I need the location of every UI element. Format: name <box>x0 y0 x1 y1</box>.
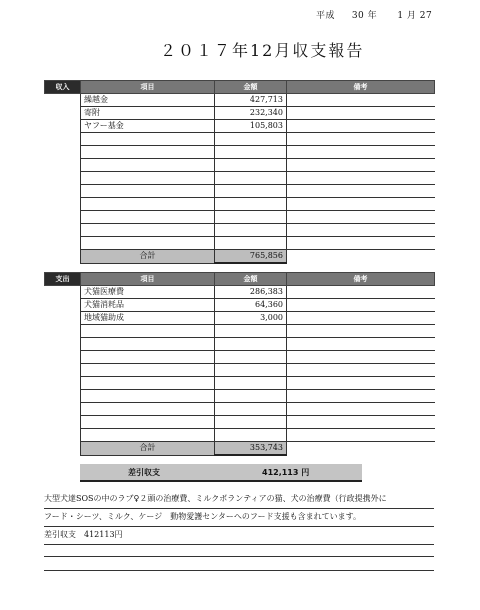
expense-row-remarks <box>287 312 435 325</box>
income-total-row <box>45 250 435 264</box>
note-line-1: 大型犬達SOSの中のラブ♀２頭の治療費、ミルクボランティアの猫、犬の治療費（行政提携外に <box>44 494 387 503</box>
income-row-remarks <box>287 224 435 237</box>
expense-row-amount <box>215 377 287 390</box>
expense-row-item <box>81 338 215 351</box>
income-row-remarks <box>287 133 435 146</box>
expense-row-remarks <box>287 364 435 377</box>
expense-row <box>45 351 435 364</box>
income-row-remarks <box>287 172 435 185</box>
income-row-spacer <box>45 185 81 198</box>
expense-row <box>45 390 435 403</box>
expense-row-item <box>81 351 215 364</box>
income-row-amount <box>215 211 287 224</box>
income-row-amount <box>215 133 287 146</box>
expense-row-item <box>81 429 215 442</box>
income-row-item: ヤフー基金 <box>81 120 215 133</box>
income-row-item <box>81 185 215 198</box>
expense-header-amount: 金額 <box>215 273 287 286</box>
income-row-remarks <box>287 237 435 250</box>
report-date <box>316 8 432 21</box>
expense-row-remarks <box>287 390 435 403</box>
income-row-item <box>81 172 215 185</box>
expense-row-spacer <box>45 390 81 403</box>
expense-row <box>45 403 435 416</box>
note-rule <box>44 556 434 557</box>
expense-row-amount: 64,360 <box>215 299 287 312</box>
expense-row-item <box>81 364 215 377</box>
expense-table <box>44 272 435 456</box>
expense-row <box>45 377 435 390</box>
expense-row-spacer <box>45 286 81 299</box>
expense-row-item <box>81 416 215 429</box>
income-row-remarks <box>287 120 435 133</box>
expense-row-amount <box>215 351 287 364</box>
income-row-item <box>81 159 215 172</box>
income-row-spacer <box>45 224 81 237</box>
income-row-remarks <box>287 159 435 172</box>
income-row <box>45 159 435 172</box>
expense-row <box>45 364 435 377</box>
income-row-remarks <box>287 185 435 198</box>
income-row-spacer <box>45 94 81 107</box>
expense-total-row <box>45 442 435 456</box>
income-row-amount <box>215 185 287 198</box>
expense-row-remarks <box>287 325 435 338</box>
note-rule <box>44 508 434 509</box>
income-row-amount: 105,803 <box>215 120 287 133</box>
note-rule <box>44 526 434 527</box>
expense-row <box>45 416 435 429</box>
expense-row <box>45 338 435 351</box>
income-row-item <box>81 198 215 211</box>
expense-row-item <box>81 377 215 390</box>
income-row-spacer <box>45 146 81 159</box>
expense-total-label: 合計 <box>81 442 215 456</box>
expense-header-item: 項目 <box>81 273 215 286</box>
expense-row-spacer <box>45 429 81 442</box>
expense-total-spacer <box>45 442 81 456</box>
income-row-remarks <box>287 198 435 211</box>
expense-row-item: 犬猫医療費 <box>81 286 215 299</box>
expense-row-spacer <box>45 416 81 429</box>
expense-total-remarks <box>287 442 435 456</box>
income-row <box>45 94 435 107</box>
income-row-amount <box>215 224 287 237</box>
expense-header-remarks: 備考 <box>287 273 435 286</box>
income-row <box>45 146 435 159</box>
expense-row-spacer <box>45 338 81 351</box>
expense-row-item <box>81 325 215 338</box>
income-section-label: 収入 <box>45 81 81 94</box>
income-row-spacer <box>45 237 81 250</box>
expense-row-spacer <box>45 364 81 377</box>
income-row-spacer <box>45 133 81 146</box>
income-row <box>45 107 435 120</box>
income-row-item <box>81 133 215 146</box>
expense-row <box>45 429 435 442</box>
balance-label: 差引収支 <box>128 468 160 477</box>
expense-row-item: 犬猫消耗品 <box>81 299 215 312</box>
note-line-2: フード・シーツ、ミルク、ケージ 動物愛護センターへのフード支援も含まれています。 <box>44 512 362 521</box>
expense-row-spacer <box>45 312 81 325</box>
income-row-item <box>81 237 215 250</box>
expense-row-spacer <box>45 351 81 364</box>
income-row <box>45 237 435 250</box>
expense-row-remarks <box>287 351 435 364</box>
income-row-remarks <box>287 146 435 159</box>
expense-row-amount <box>215 325 287 338</box>
income-total-remarks <box>287 250 435 264</box>
expense-row-amount <box>215 364 287 377</box>
income-table <box>44 80 435 264</box>
expense-row <box>45 299 435 312</box>
income-total-spacer <box>45 250 81 264</box>
income-row <box>45 133 435 146</box>
page-title: ２０１７年12月収支報告 <box>160 41 365 60</box>
income-row-item <box>81 211 215 224</box>
expense-row-remarks <box>287 377 435 390</box>
income-row <box>45 224 435 237</box>
expense-row-remarks <box>287 403 435 416</box>
expense-row <box>45 286 435 299</box>
expense-row-remarks <box>287 429 435 442</box>
income-header-amount: 金額 <box>215 81 287 94</box>
income-row <box>45 198 435 211</box>
expense-row-spacer <box>45 325 81 338</box>
income-row-item: 繰越金 <box>81 94 215 107</box>
income-row-spacer <box>45 107 81 120</box>
balance-value: 412,113 円 <box>262 468 310 477</box>
income-header-remarks: 備考 <box>287 81 435 94</box>
expense-row-amount <box>215 390 287 403</box>
income-total-amount: 765,856 <box>215 250 287 264</box>
expense-row-amount: 3,000 <box>215 312 287 325</box>
expense-row-spacer <box>45 377 81 390</box>
expense-row-spacer <box>45 299 81 312</box>
income-row-spacer <box>45 172 81 185</box>
income-row-item <box>81 224 215 237</box>
income-row-remarks <box>287 211 435 224</box>
note-line-3: 差引収支 412113円 <box>44 530 123 539</box>
income-row-spacer <box>45 198 81 211</box>
note-rule <box>44 570 434 571</box>
income-row-amount <box>215 198 287 211</box>
income-row-item: 寄附 <box>81 107 215 120</box>
date-month-day: 1 月 27 <box>397 11 433 21</box>
date-year: 30 年 <box>351 11 378 21</box>
income-row-amount <box>215 237 287 250</box>
income-row-amount <box>215 172 287 185</box>
balance-bar <box>80 464 362 482</box>
income-row-amount <box>215 159 287 172</box>
income-row <box>45 211 435 224</box>
income-total-label: 合計 <box>81 250 215 264</box>
expense-row-remarks <box>287 299 435 312</box>
expense-section-label: 支出 <box>45 273 81 286</box>
expense-row-remarks <box>287 338 435 351</box>
expense-row-amount <box>215 338 287 351</box>
expense-row-remarks <box>287 286 435 299</box>
income-row <box>45 120 435 133</box>
expense-row-amount: 286,383 <box>215 286 287 299</box>
income-row-amount <box>215 146 287 159</box>
income-header-row <box>45 81 435 94</box>
income-row-remarks <box>287 94 435 107</box>
income-header-item: 項目 <box>81 81 215 94</box>
expense-total-amount: 353,743 <box>215 442 287 456</box>
income-row-spacer <box>45 211 81 224</box>
expense-row-amount <box>215 403 287 416</box>
income-row <box>45 185 435 198</box>
expense-row-item <box>81 390 215 403</box>
income-row-amount: 427,713 <box>215 94 287 107</box>
expense-row <box>45 312 435 325</box>
income-row-spacer <box>45 159 81 172</box>
date-era: 平成 <box>316 11 336 21</box>
expense-row-item <box>81 403 215 416</box>
income-row-spacer <box>45 120 81 133</box>
expense-header-row <box>45 273 435 286</box>
expense-row-spacer <box>45 403 81 416</box>
income-row-remarks <box>287 107 435 120</box>
expense-row-amount <box>215 416 287 429</box>
expense-row <box>45 325 435 338</box>
income-row-amount: 232,340 <box>215 107 287 120</box>
note-rule <box>44 544 434 545</box>
expense-row-remarks <box>287 416 435 429</box>
income-row <box>45 172 435 185</box>
expense-row-amount <box>215 429 287 442</box>
expense-row-item: 地域猫助成 <box>81 312 215 325</box>
income-row-item <box>81 146 215 159</box>
